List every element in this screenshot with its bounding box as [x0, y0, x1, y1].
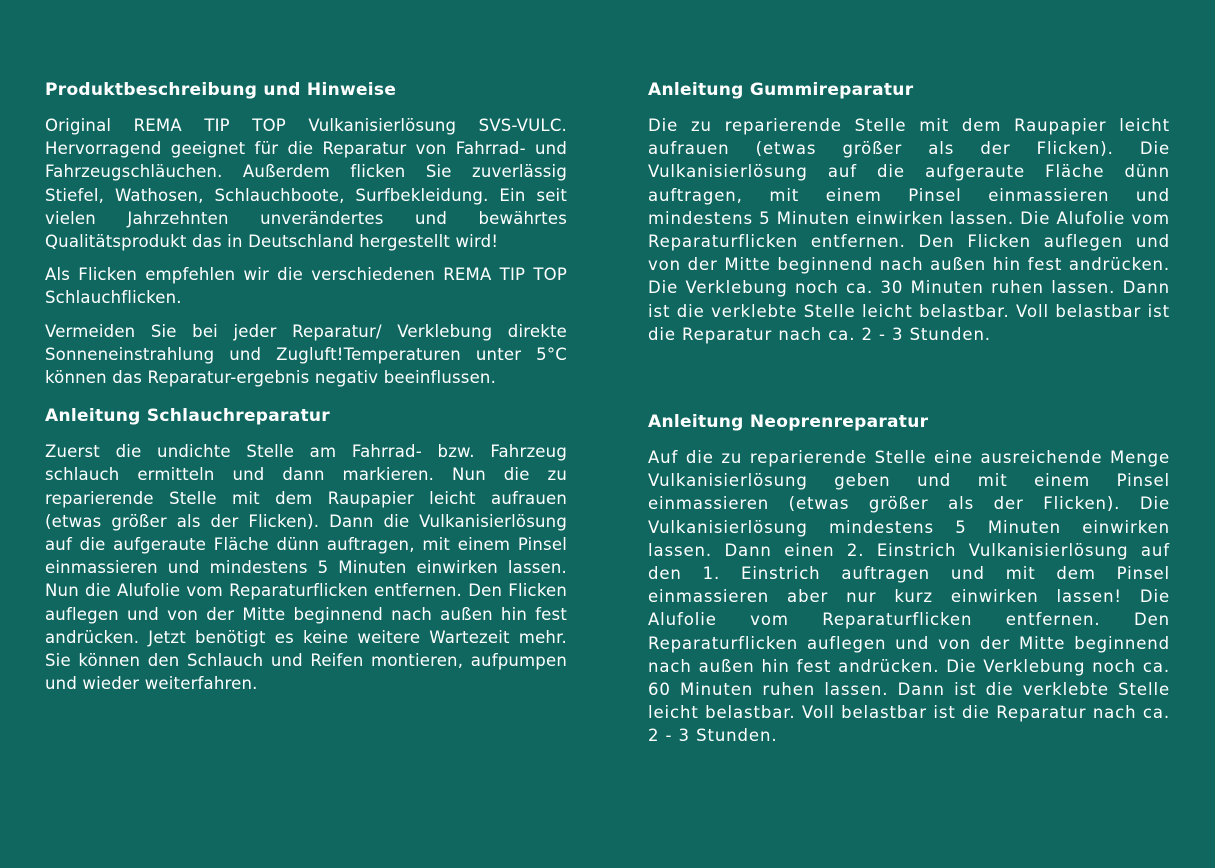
heading-neoprene-repair: Anleitung Neoprenreparatur [648, 412, 929, 433]
heading-tube-repair: Anleitung Schlauchreparatur [45, 406, 330, 427]
heading-rubber-repair: Anleitung Gummireparatur [648, 80, 914, 100]
rubber-repair-paragraph: Die zu reparierende Stelle mit dem Raupapier leicht aufrauen (etwas größer als der Flicken). Die Vulkanisierlösung auf die aufgeraute Fläche dünn auftragen, mit einem Pinsel einmassieren und mindestens 5 Minuten einwirken lassen. Die Alufolie vom Reparaturflicken entfernen. Den Flicken auflegen und von der Mitte beginnend nach außen hin fest andrücken. Die Verklebung noch ca. 30 Minuten ruhen lassen. Dann ist die verklebte Stelle leicht belastbar. Voll belastbar ist die Reparatur nach ca. 2 - 3 Stunden. [648, 116, 1170, 344]
product-paragraph-2: Als Flicken empfehlen wir die verschiedenen REMA TIP TOP Schlauchflicken. [45, 265, 567, 308]
left-column [45, 78, 567, 705]
section-product-description [45, 78, 567, 389]
section-neoprene-repair [648, 410, 1170, 748]
product-paragraph-3: Vermeiden Sie bei jeder Reparatur/ Verklebung direkte Sonneneinstrahlung und Zugluft!Temperaturen unter 5°C können das Reparatur-ergebnis negativ beeinflussen. [45, 321, 567, 388]
heading-product-description: Produktbeschreibung und Hinweise [45, 80, 397, 100]
section-tube-repair [45, 404, 567, 695]
neoprene-repair-paragraph: Auf die zu reparierende Stelle eine ausreichende Menge Vulkanisierlösung geben und mit einem Pinsel einmassieren (etwas größer als der Flicken). Die Vulkanisierlösung mindestens 5 Minuten einwirken lassen. Dann einen 2. Einstrich Vulkanisierlösung auf den 1. Einstrich auftragen und mit dem Pinsel einmassieren aber nur kurz einwirken lassen! Die Alufolie vom Reparaturflicken entfernen. Den Reparaturflicken auflegen und von der Mitte beginnend nach außen hin fest andrücken. Die Verklebung noch ca. 60 Minuten ruhen lassen. Dann ist die verklebte Stelle leicht belastbar. Voll belastbar ist die Reparatur nach ca. 2 - 3 Stunden. [648, 448, 1170, 746]
right-column [648, 78, 1170, 758]
tube-repair-paragraph: Zuerst die undichte Stelle am Fahrrad- bzw. Fahrzeug schlauch ermitteln und dann markieren. Nun die zu reparierende Stelle mit dem Raupapier leicht aufrauen (etwas größer als der Flicken). Dann die Vulkanisierlösung auf die aufgeraute Fläche dünn auftragen, mit einem Pinsel einmassieren und mindestens 5 Minuten einwirken lassen. Nun die Alufolie vom Reparaturflicken entfernen. Den Flicken auflegen und von der Mitte beginnend nach außen hin fest andrücken. Jetzt benötigt es keine weitere Wartezeit mehr. Sie können den Schlauch und Reifen montieren, aufpumpen und wieder weiterfahren. [45, 442, 567, 694]
product-paragraph-1: Original REMA TIP TOP Vulkanisierlösung SVS-VULC. Hervorragend geeignet für die Reparatur von Fahrrad- und Fahrzeugschläuchen. Außerdem flicken Sie zuverlässig Stiefel, Wathosen, Schlauchboote, Surfbekleidung. Ein seit vielen Jahrzehnten unverändertes und bewährtes Qualitätsprodukt das in Deutschland hergestellt wird! [45, 116, 567, 252]
section-rubber-repair [648, 78, 1170, 346]
